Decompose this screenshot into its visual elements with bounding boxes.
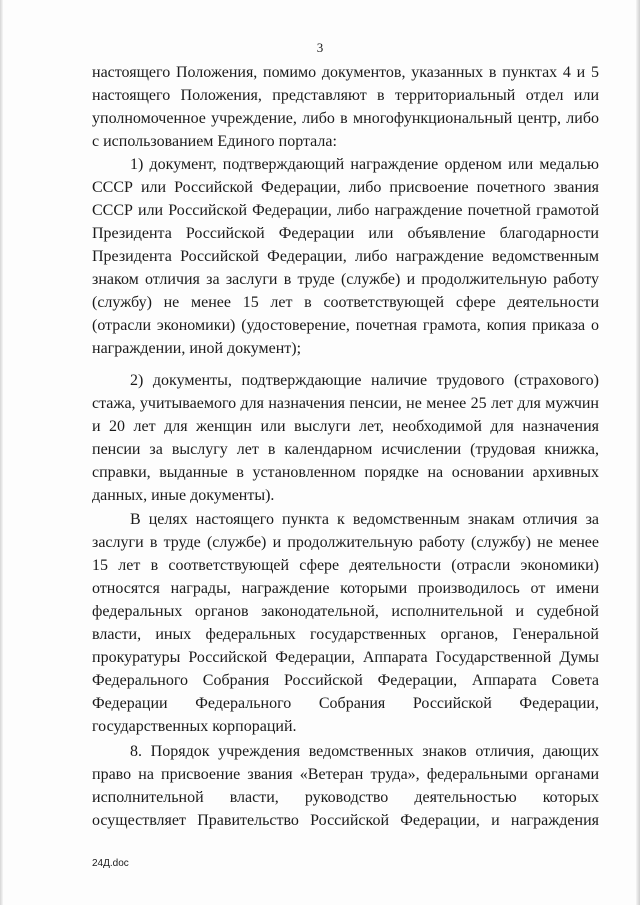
paragraph-continuation: настоящего Положения, помимо документов, указанных в пунктах 4 и 5 настоящего Положения, представляют в территориальный отдел или уполномоченное учреждение, либо в многофункциональный центр, либо с использованием Единого портала:	[92, 64, 599, 150]
scan-edge-right	[636, 0, 640, 905]
paragraph-departmental-awards: В целях настоящего пункта к ведомственным знакам отличия за заслуги в труде (службе) и продолжительную работу (службу) не менее 15 лет в соответствующей сфере деятельности (отрасли экономики) относятся награды, награждение которыми производилось от имени федеральных органов законодательной, исполнительной и судебной власти, иных федеральных государственных органов, Генеральной прокуратуры Российской Федерации, Аппарата Государственной Думы Федерального Собрания Российской Федерации, Аппарата Совета Федерации Федерального Собрания Российской Федерации, государственных корпораций.	[92, 511, 599, 735]
paragraph-item-2: 2) документы, подтверждающие наличие трудового (страхового) стажа, учитываемого для назначения пенсии, не менее 25 лет для мужчин и 20 лет для женщин или выслуги лет, необходимой для назначения пенсии за выслугу лет в календарном исчислении (трудовая книжка, справки, выданные в установленном порядке на основании архивных данных, иные документы).	[92, 372, 599, 504]
scan-edge-left	[0, 0, 3, 905]
paragraph-item-1: 1) документ, подтверждающий награждение орденом или медалью СССР или Российской Федерации, либо присвоение почетного звания СССР или Российской Федерации, либо награждение почетной грамотой Президента Российской Федерации или объявление благодарности Президента Российской Федерации, либо награждение ведомственным знаком отличия за заслуги в труде (службе) и продолжительную работу (службу) не менее 15 лет в соответствующей сфере деятельности (отрасли экономики) (удостоверение, почетная грамота, копия приказа о награждении, иной документ);	[92, 156, 599, 357]
footer-filename: 24Д.doc	[92, 858, 129, 869]
page-number: 3	[316, 40, 324, 55]
paragraph-section-8: 8. Порядок учреждения ведомственных знаков отличия, дающих право на присвоение звания «Ветеран труда», федеральными органами исполнительной власти, руководство деятельностью которых осуществляет Правительство Российской Федерации, и награждения	[92, 743, 599, 829]
